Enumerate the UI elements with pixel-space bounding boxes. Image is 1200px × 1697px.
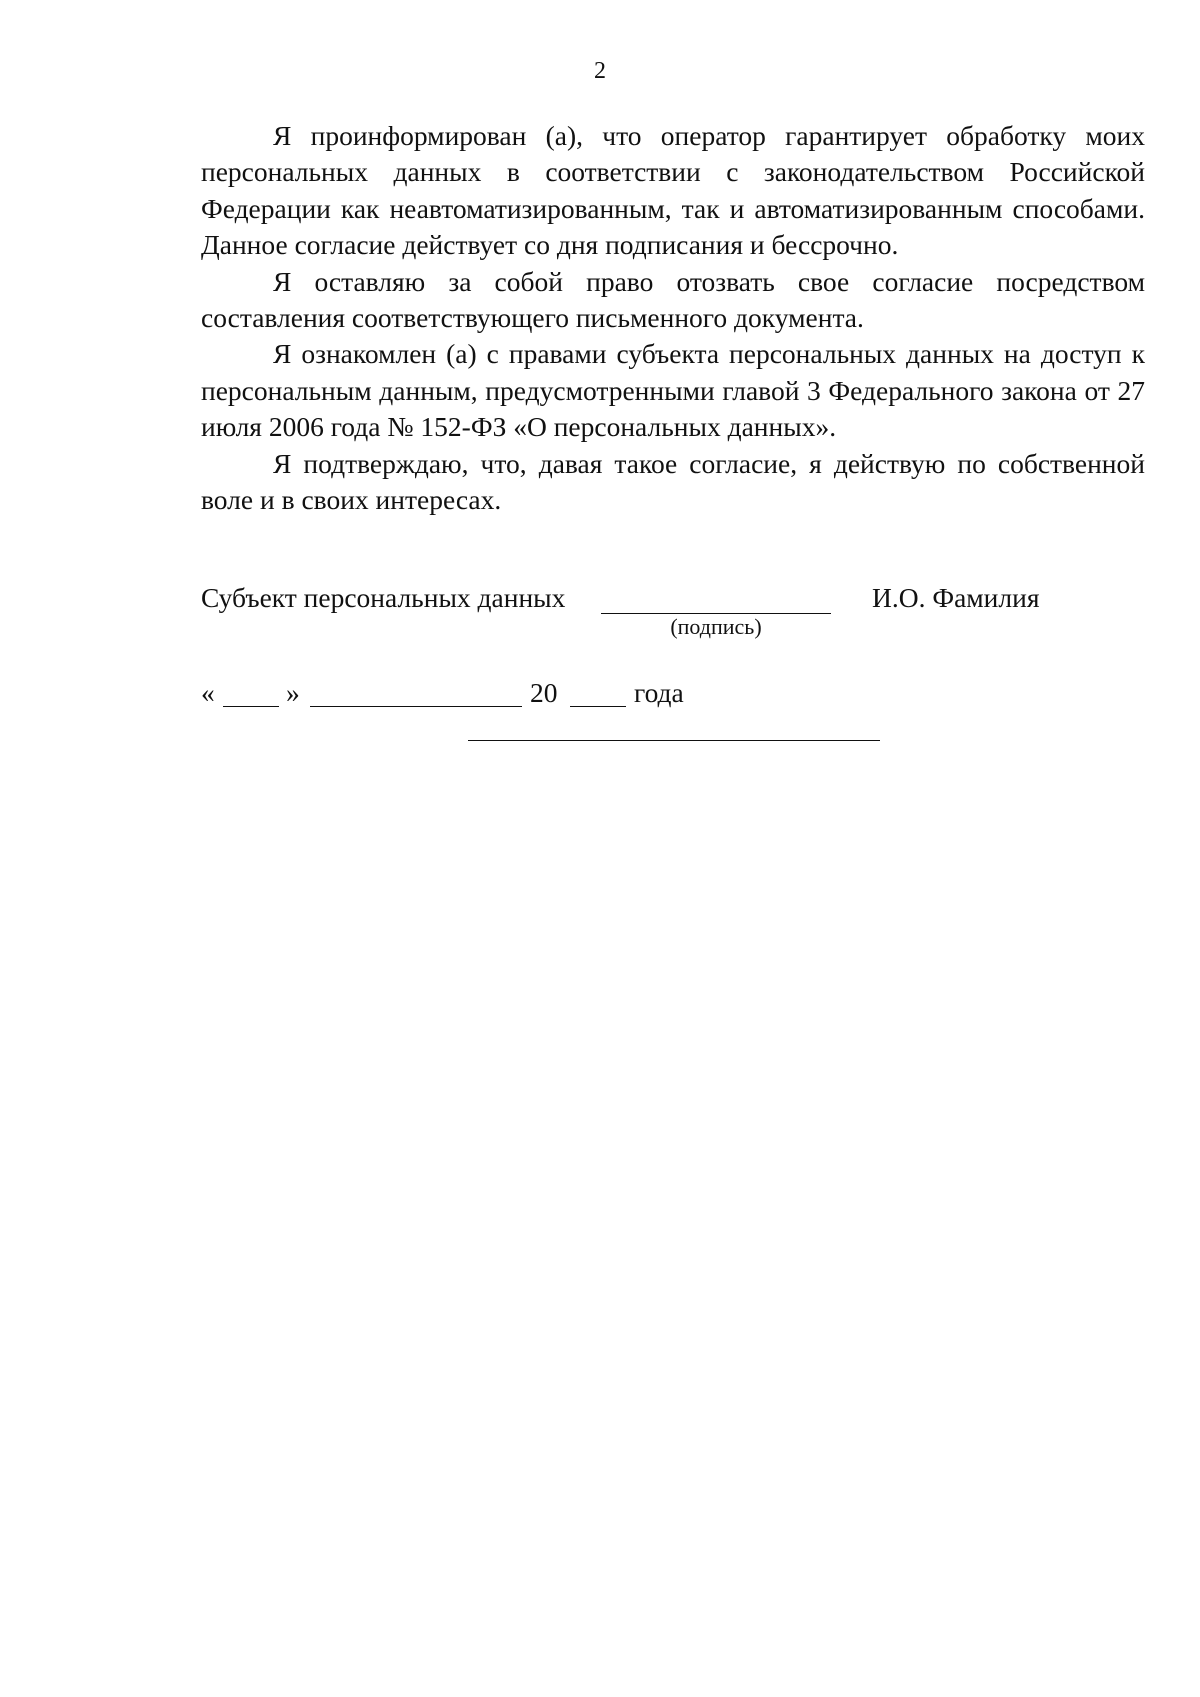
date-year-field[interactable] [570, 706, 626, 707]
date-open-quote: « [201, 677, 215, 708]
signature-name: И.О. Фамилия [872, 582, 1040, 613]
paragraph-processing-guarantee: Я проинформирован (а), что оператор гарантирует обработку моих персональных данных в соответствии с законодательством Российской Федерации как неавтоматизированным, так и автоматизированным способами. Данное согласие действует со дня подписания и бессрочно. [201, 120, 1145, 261]
page-number: 2 [594, 58, 606, 84]
signature-subject-label: Субъект персональных данных [201, 582, 566, 613]
date-year-suffix: года [634, 677, 684, 708]
consent-body [201, 118, 1145, 518]
date-close-quote: » [286, 677, 300, 708]
date-year-prefix: 20 [530, 677, 558, 708]
date-month-field[interactable] [310, 706, 522, 707]
paragraph-rights-acknowledgement: Я ознакомлен (а) с правами субъекта персональных данных на доступ к персональным данным, предусмотренными главой 3 Федерального закона от 27 июля 2006 года № 152-ФЗ «О персональных данных». [201, 338, 1145, 443]
date-day-field[interactable] [223, 706, 279, 707]
paragraph-free-will: Я подтверждаю, что, давая такое согласие, я действую по собственной воле и в своих интересах. [201, 447, 1145, 516]
signature-caption: (подпись) [670, 614, 762, 639]
paragraph-withdraw-right: Я оставляю за собой право отозвать свое согласие посредством составления соответствующего письменного документа. [201, 265, 1145, 334]
bottom-blank-line [468, 740, 880, 741]
